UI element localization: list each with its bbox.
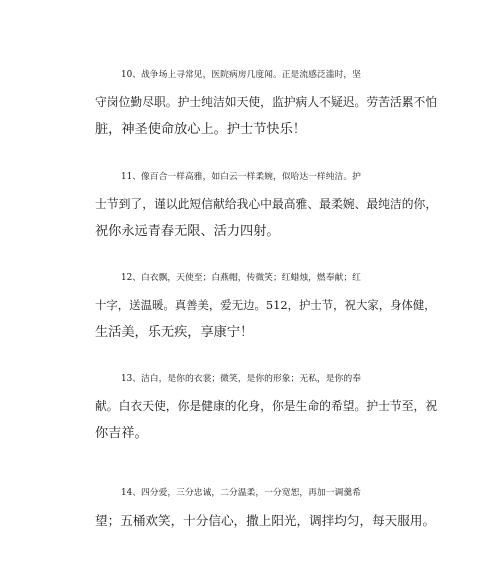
paragraph-line: 士节到了，谨以此短信献给我心中最高雅、最柔婉、最纯洁的你，: [95, 197, 438, 211]
paragraph-line: 12、白衣飘，天使至；白燕帽，传微笑；红蜡烛，燃奉献；红: [121, 273, 361, 283]
paragraph-line: 献。白衣天使，你是健康的化身，你是生命的希望。护士节至，祝: [95, 399, 438, 413]
paragraph-line: 十字，送温暖。真善美，爱无边。512，护士节，祝大家，身体健，: [95, 298, 436, 312]
paragraph-line: 生活美，乐无疾，享康宁！: [95, 325, 254, 340]
paragraph-line: 你吉祥。: [95, 426, 148, 441]
paragraph-line: 10、战争场上寻常见，医院病房几度闻。正是流感泛滥时，坚: [121, 70, 361, 80]
paragraph-line: 脏，神圣使命放心上。护士节快乐！: [95, 122, 306, 137]
paragraph-line: 14、四分爱，三分忠诚，二分温柔，一分宽恕，再加一调羹希: [121, 488, 361, 498]
paragraph-line: 祝你永远青春无限、活力四射。: [95, 224, 280, 239]
paragraph-line: 11、像百合一样高雅，如白云一样柔婉，似哈达一样纯洁。护: [121, 172, 361, 182]
paragraph-line: 望；五桶欢笑，十分信心，撒上阳光，调拌均匀，每天服用。: [95, 513, 436, 528]
paragraph-11: [95, 164, 438, 245]
paragraph-12: [95, 265, 435, 346]
paragraph-13: [95, 366, 438, 447]
paragraph-14: [95, 480, 435, 534]
paragraph-10: [95, 62, 438, 143]
paragraph-line: 守岗位勤尽职。护士纯洁如天使，监护病人不疑迟。劳苦活累不怕: [95, 95, 438, 109]
paragraph-line: 13、洁白，是你的衣裳；微笑，是你的形象；无私，是你的奉: [121, 374, 361, 384]
